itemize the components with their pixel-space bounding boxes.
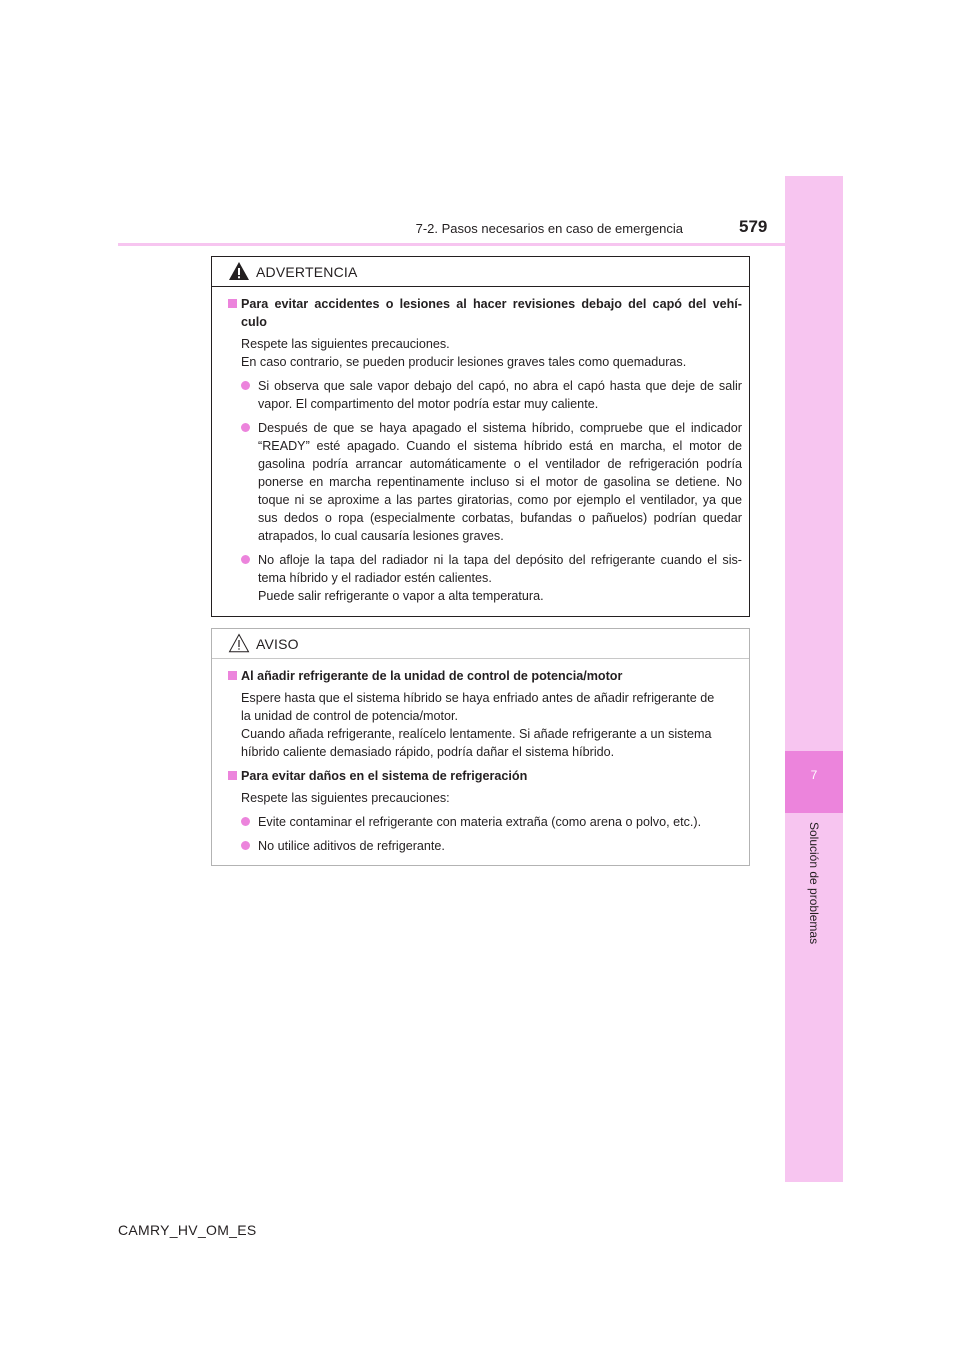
- notice-heading: [228, 767, 742, 785]
- warning-heading-line: Para evitar accidentes o lesiones al hacer revisiones debajo del capó del vehí-: [241, 297, 742, 311]
- round-bullet-icon: [241, 817, 250, 826]
- notice-heading-text: Al añadir refrigerante de la unidad de control de potencia/motor: [241, 669, 623, 683]
- notice-box-body: [212, 659, 749, 855]
- chapter-title: Solución de problemas: [807, 822, 821, 945]
- bullet-line: ponerse en marcha repentinamente incluso si el motor de gasolina se detiene. No: [258, 475, 742, 489]
- section-title: 7-2. Pasos necesarios en caso de emergencia: [415, 221, 683, 236]
- bullet-line: toque ni se aproxime a las partes giratorias, como por ejemplo el ventilador, ya que: [258, 493, 742, 507]
- bullet-line: gasolina podría arrancar automáticamente o el ventilador de refrigeración podría: [258, 457, 742, 471]
- warning-box-header: [212, 257, 749, 287]
- round-bullet-icon: [241, 423, 250, 432]
- round-bullet-icon: [241, 381, 250, 390]
- warning-bullet: [228, 377, 742, 413]
- notice-line: híbrido caliente demasiado rápido, podría dañar el sistema híbrido.: [241, 745, 615, 759]
- warning-heading-line: culo: [241, 315, 267, 329]
- notice-label: AVISO: [256, 636, 299, 652]
- chapter-sidebar: [785, 176, 843, 1182]
- warning-bullet: [228, 551, 742, 605]
- page-number: 579: [739, 217, 768, 236]
- header-rule: [118, 243, 785, 246]
- notice-bullet-text: Evite contaminar el refrigerante con materia extraña (como arena o polvo, etc.).: [258, 815, 702, 829]
- document-code: CAMRY_HV_OM_ES: [118, 1222, 257, 1238]
- round-bullet-icon: [241, 841, 250, 850]
- notice-paragraph: [228, 789, 742, 807]
- notice-line: Cuando añada refrigerante, realícelo lentamente. Si añade refrigerante a un sistema: [241, 727, 712, 741]
- warning-intro: [228, 335, 742, 371]
- warning-label: ADVERTENCIA: [256, 264, 358, 280]
- bullet-line: “READY” esté apagado. Cuando el sistema híbrido está en marcha, el motor de: [258, 439, 742, 453]
- warning-intro-line: Respete las siguientes precauciones.: [241, 337, 450, 351]
- bullet-line: Después de que se haya apagado el sistema híbrido, compruebe que el indicador: [258, 421, 742, 435]
- warning-intro-line: En caso contrario, se pueden producir lesiones graves tales como quemaduras.: [241, 355, 687, 369]
- chapter-number: 7: [810, 768, 818, 782]
- notice-bullet: [228, 813, 742, 831]
- chapter-tab[interactable]: [785, 751, 843, 813]
- bullet-line: vapor. El compartimento del motor podría estar muy caliente.: [258, 397, 599, 411]
- notice-bullet-text: No utilice aditivos de refrigerante.: [258, 839, 445, 853]
- notice-line: Respete las siguientes precauciones:: [241, 791, 450, 805]
- bullet-line: tema híbrido y el radiador estén calientes.: [258, 571, 492, 585]
- bullet-line: atrapados, lo cual causaría lesiones graves.: [258, 529, 504, 543]
- notice-box-header: [212, 629, 749, 659]
- warning-box-body: [212, 287, 749, 605]
- warning-triangle-icon: [228, 261, 250, 281]
- bullet-line: Puede salir refrigerante o vapor a alta temperatura.: [258, 589, 544, 603]
- notice-line: Espere hasta que el sistema híbrido se haya enfriado antes de añadir refrigerante de: [241, 691, 715, 705]
- caution-triangle-icon: [228, 633, 250, 653]
- square-bullet-icon: [228, 771, 237, 780]
- warning-bullet: [228, 419, 742, 545]
- notice-line: la unidad de control de potencia/motor.: [241, 709, 459, 723]
- warning-box: [211, 256, 750, 617]
- square-bullet-icon: [228, 671, 237, 680]
- notice-paragraph: [228, 689, 742, 761]
- square-bullet-icon: [228, 299, 237, 308]
- warning-heading: [228, 295, 742, 331]
- round-bullet-icon: [241, 555, 250, 564]
- bullet-line: sus dedos o ropa (especialmente corbatas, bufandas o pañuelos) podrían quedar: [258, 511, 742, 525]
- notice-heading-text: Para evitar daños en el sistema de refrigeración: [241, 769, 528, 783]
- bullet-line: No afloje la tapa del radiador ni la tapa del depósito del refrigerante cuando el sis-: [258, 553, 742, 567]
- notice-heading: [228, 667, 742, 685]
- notice-bullet: [228, 837, 742, 855]
- notice-box: [211, 628, 750, 866]
- bullet-line: Si observa que sale vapor debajo del capó, no abra el capó hasta que deje de salir: [258, 379, 742, 393]
